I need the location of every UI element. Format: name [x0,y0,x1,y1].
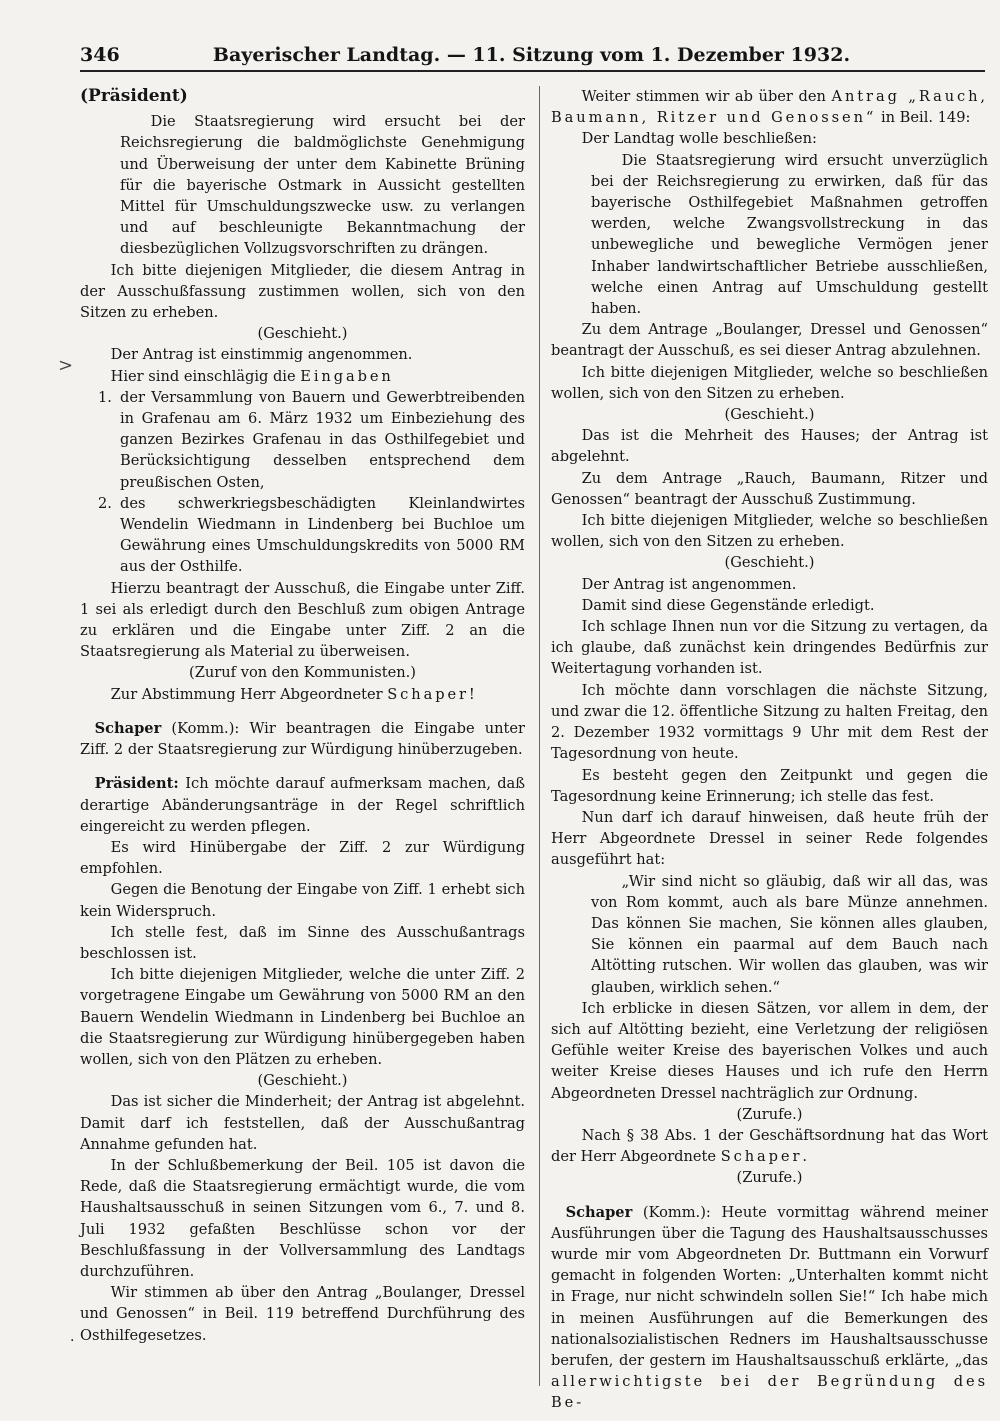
speech-president [80,773,525,837]
right-column [551,86,988,1414]
paragraph: Ich schlage Ihnen nun vor die Sitzung zu vertagen, da ich glaube, daß zunächst kein dringendes Bedürfnis zur Weitertagung vorhanden ist. [551,618,988,678]
vote-call-paragraph: Ich bitte diejenigen Mitglieder, die diesem Antrag in der Ausschußfassung zustimmen wollen, sich von den Sitzen zu erheben. [80,261,525,322]
petitions-intro [80,366,525,387]
page-number: 346 [80,44,120,66]
paragraph: Es besteht gegen den Zeitpunkt und gegen die Tagesordnung keine Erinnerung; ich stelle das fest. [551,766,988,805]
speaker-name-spaced: Schaper [387,685,469,703]
paragraph-text: Weiter stimmen wir ab über den [581,88,832,105]
paragraph: Wir stimmen ab über den Antrag „Boulanger, Dressel und Genossen“ in Beil. 119 betreffend Durchführung des Osthilfegesetzes. [80,1284,525,1344]
motion-quote: Die Staatsregierung wird ersucht unverzüglich bei der Reichsregierung zu erwirken, daß für das bayerische Osthilfegebiet Maßnahmen getroffen werden, welche Zwangsvollstreckung in das unbewegliche und bewegliche Vermögen jener Inhaber landwirtschaftlicher Betriebe ausschließen, welche einen Antrag auf Umschuldung gestellt haben. [591,151,988,318]
vote-announcement-end: ! [468,685,475,703]
page-header [80,44,983,70]
speaker-name: Schaper [565,1203,633,1221]
petitions-intro-text: Hier sind einschlägig die [110,367,301,385]
list-item [98,493,525,578]
paragraph: Zu dem Antrage „Boulanger, Dressel und Genossen“ beantragt der Ausschuß, es sei dieser Antrag abzulehnen. [551,321,988,360]
paragraph: Zu dem Antrage „Rauch, Baumann, Ritzer und Genossen“ beantragt der Ausschuß Zustimmung. [551,469,988,508]
section-heading: (Präsident) [80,86,188,106]
stage-direction: (Zurufe.) [736,1169,803,1187]
list-number: 1. [98,388,112,406]
running-head: Bayerischer Landtag. — 11. Sitzung vom 1. Dezember 1932. [212,44,851,66]
speaker-party: (Komm.): [161,719,250,737]
paragraph: Ich erblicke in diesen Sätzen, vor allem in dem, der sich auf Altötting bezieht, eine Verletzung der religiösen Gefühle weiter Kreise des bayerischen Volkes und auch weiter Kreise dieses Hauses und ich rufe den Herrn Abgeordneten Dressel nachträglich zur Ordnung. [551,999,988,1102]
stage-direction: (Zuruf von den Kommunisten.) [189,664,416,682]
left-column [80,86,525,1346]
petitions-spaced-word: Eingaben [300,367,394,385]
vote-call-paragraph: Ich bitte diejenigen Mitglieder, welche die unter Ziff. 2 vorgetragene Eingabe um Gewährung von 5000 RM an den Bauern Wendelin Wiedmann in Lindenberg bei Buchloe an die Staatsregierung zur Würdigung hinübergegeben haben wollen, sich von den Plätzen zu erheben. [80,966,525,1068]
paragraph: Ich möchte dann vorschlagen die nächste Sitzung, und zwar die 12. öffentliche Sitzung zu halten Freitag, den 2. Dezember 1932 vormittags 9 Uhr mit dem Rest der Tagesordnung von heute. [551,681,988,763]
list-item-text: der Versammlung von Bauern und Gewerbtreibenden in Grafenau am 6. März 1932 um Einbeziehung des ganzen Bezirkes Grafenau in das Osthilfegebiet und Berücksichtigung desselben entsprechend dem preußischen Osten, [120,388,525,491]
paragraph: Das ist sicher die Minderheit; der Antrag ist abgelehnt. Damit darf ich feststellen, daß der Ausschußantrag Annahme gefunden hat. [80,1093,525,1153]
paragraph: Das ist die Mehrheit des Hauses; der Antrag ist abgelehnt. [551,427,988,466]
quoted-speech: „Wir sind nicht so gläubig, daß wir all das, was von Rom kommt, auch als bare Münze annehmen. Das können Sie machen, Sie können alles glauben, Sie können ein paarmal auf dem Bauch nach Altötting rutschen. Wir wollen das glauben, was wir glauben, wirklich sehen.“ [591,872,988,996]
stage-direction: (Zurufe.) [736,1105,803,1123]
list-item-text: des schwerkriegsbeschädigten Kleinlandwirtes Wendelin Wiedmann in Lindenberg bei Buchloe um Gewährung eines Umschuldungskredits von 5000 RM aus der Osthilfe. [120,494,525,576]
speech-text: Wir beantragen die Eingabe unter Ziff. 2 der Staatsregierung zur Würdigung hinüberzugeben. [80,719,525,759]
list-number: 2. [98,494,112,512]
speaker-name-spaced: Schaper [720,1148,803,1166]
petition-list [80,387,525,578]
motion-quote: Die Staatsregierung wird ersucht bei der Reichsregierung die baldmöglichste Genehmigung und Überweisung der unter dem Kabinette Brüning für die bayerische Ostmark in Aussicht gestellten Mittel für Umschuldungszwecke usw. zu verlangen und auf beschleunigte Bekanntmachung der diesbezüglichen Vollzugsvorschriften zu drängen. [120,113,525,258]
vote-announcement [80,684,525,705]
paragraph-text: Nach § 38 Abs. 1 der Geschäftsordnung hat das Wort der Herr Abgeordnete [551,1126,988,1166]
speech-spaced-text: allerwichtigste bei der Begründung des Be- [551,1373,988,1412]
committee-paragraph: Hierzu beantragt der Ausschuß, die Eingabe unter Ziff. 1 sei als erledigt durch den Beschluß zum obigen Antrage zu erklären und die Eingabe unter Ziff. 2 an die Staatsregierung als Material zu überweisen. [80,579,525,661]
paragraph: Damit sind diese Gegenstände erledigt. [581,596,875,614]
column-divider [539,86,540,1386]
paragraph: Ich stelle fest, daß im Sinne des Ausschußantrags beschlossen ist. [80,923,525,962]
speech-text: Heute vormittag während meiner Ausführungen über die Tagung des Haushaltsausschusses wurde mir vom Abgeordneten Dr. Buttmann ein Vorwurf gemacht in folgenden Worten: „Unterhalten kommt nicht in Frage, nur nicht schwindeln sollen Sie!“ Ich habe mich in meinen Ausführungen auf die Bemerkungen des nationalsozialistischen Redners im Haushaltsausschusse berufen, der gestern im Haushaltsausschuß erklärte, „das [551,1203,988,1369]
speaker-party: (Komm.): [632,1203,722,1221]
list-item [98,387,525,493]
stage-direction: (Geschieht.) [257,325,348,343]
paragraph: Der Landtag wolle beschließen: [581,130,817,148]
paragraph-text: . [802,1148,808,1166]
paragraph: In der Schlußbemerkung der Beil. 105 ist davon die Rede, daß die Staatsregierung ermächtigt wurde, die vom Haushaltsausschuß in seinen Sitzungen vom 6., 7. und 8. Juli 1932 gefaßten Beschlüsse schon vor der Beschlußfassung in der Vollversammlung des Landtags durchzuführen. [80,1156,525,1280]
paragraph: Gegen die Benotung der Eingabe von Ziff. 1 erhebt sich kein Widerspruch. [80,881,525,920]
paragraph: Es wird Hinübergabe der Ziff. 2 zur Würdigung empfohlen. [80,838,525,878]
result-paragraph: Der Antrag ist einstimmig angenommen. [110,346,413,364]
floor-paragraph [551,1125,988,1167]
header-rule [80,70,985,72]
vote-announcement-text: Zur Abstimmung Herr Abgeordneter [110,685,388,703]
margin-dot: . [70,1329,75,1345]
speaker-name: Schaper [94,719,162,737]
paragraph: Nun darf ich darauf hinweisen, daß heute früh der Herr Abgeordnete Dressel in seiner Rede folgendes ausgeführt hat: [551,808,988,869]
margin-mark: > [58,355,74,376]
stage-direction: (Geschieht.) [724,554,815,572]
paragraph-text: in Beil. 149: [876,109,971,127]
speech-text: Ich möchte darauf aufmerksam machen, daß derartige Abänderungsanträge in der Regel schriftlich eingereicht zu werden pflegen. [80,775,525,835]
speech-schaper [80,718,525,760]
speech-schaper [551,1202,988,1414]
motion-title-spaced: Antrag „Rauch, Baumann, Ritzer und Genossen“ [551,88,988,127]
vote-rauch-paragraph [551,86,988,128]
stage-direction: (Geschieht.) [724,406,815,424]
vote-call-paragraph: Ich bitte diejenigen Mitglieder, welche so beschließen wollen, sich von den Sitzen zu erheben. [551,512,988,551]
vote-call-paragraph: Ich bitte diejenigen Mitglieder, welche so beschließen wollen, sich von den Sitzen zu erheben. [551,363,988,402]
speaker-name: Präsident: [94,775,186,793]
stage-direction: (Geschieht.) [257,1072,348,1090]
paragraph: Der Antrag ist angenommen. [581,575,797,593]
